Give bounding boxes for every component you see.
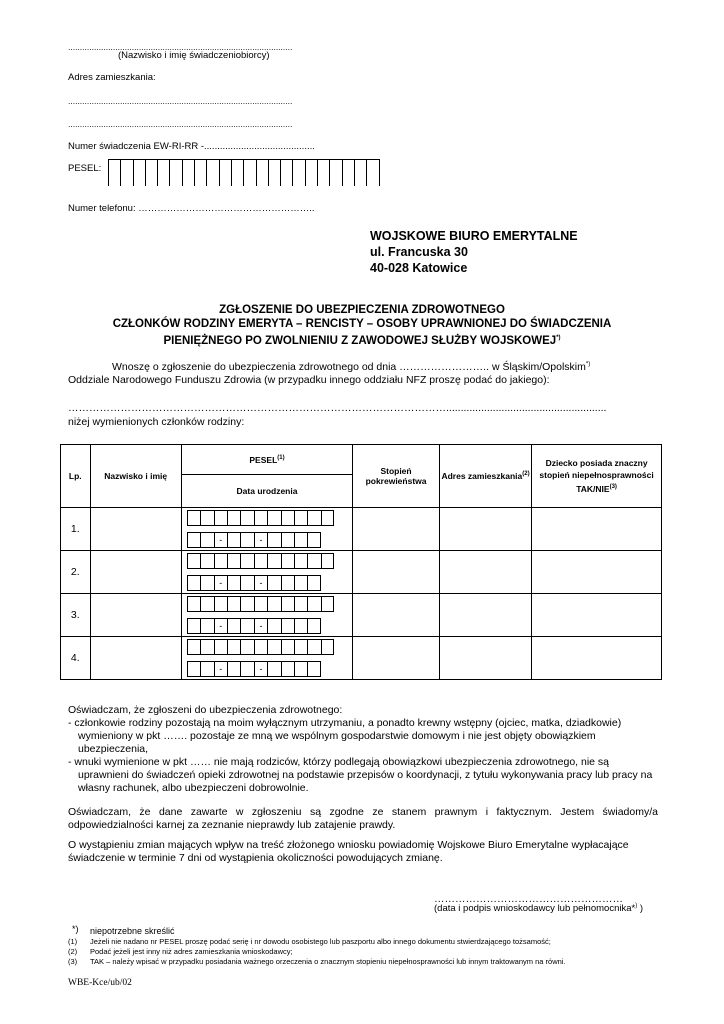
name-dots[interactable]: ...............................................................................................	[68, 42, 293, 52]
address-cell[interactable]	[439, 637, 531, 680]
disability-cell[interactable]	[532, 551, 662, 594]
pesel-dob-cell[interactable]	[181, 551, 352, 594]
form-title-line-2: CZŁONKÓW RODZINY EMERYTA – RENCISTY – OSOBY UPRAWNIONEJ DO ŚWIADCZENIA	[112, 318, 612, 330]
name-cell[interactable]	[90, 637, 181, 680]
col-header-disability: Dziecko posiada znaczny stopień niepełnosprawności TAK/NIE$^{(3)}$	[532, 445, 662, 508]
declaration-bullet-2: - wnuki wymienione w pkt …… nie mają rodziców, którzy podlegają obowiązkowi ubezpieczenia zdrowotnego, nie są uprawnieni do świadczeń opieki zdrowotnej na podstawie przepisów o koordynacji, z tytułu wykonywania pracy lub pracy na własny rachunek, albo ubezpieczeni dobrowolnie.	[68, 756, 653, 794]
address-cell[interactable]	[439, 508, 531, 551]
form-title-line-1: ZGŁOSZENIE DO UBEZPIECZENIA ZDROWOTNEGO	[219, 304, 505, 316]
name-cell[interactable]	[90, 508, 181, 551]
footnote-2-mark: (2)	[68, 947, 78, 956]
form-title-line-3: PIENIĘŻNEGO PO ZWOLNIENIU Z ZAWODOWEJ SŁUŻBY WOJSKOWEJ*)	[163, 334, 561, 347]
footnote-star: niepotrzebne skreślić	[90, 926, 175, 936]
col-header-lp: Lp.	[61, 445, 91, 508]
relation-cell[interactable]	[353, 637, 440, 680]
footnote-1-mark: (1)	[68, 937, 78, 946]
address-line-1[interactable]: ...............................................................................................	[68, 96, 293, 106]
address-line-2[interactable]: ...............................................................................................	[68, 119, 293, 129]
footnote-3-mark: (3)	[68, 957, 78, 966]
pesel-grid[interactable]	[187, 510, 352, 526]
pesel-grid[interactable]	[187, 639, 352, 655]
col-header-dob: Data urodzenia	[181, 475, 352, 508]
declaration-bullet-1: - członkowie rodziny pozostają na moim wyłącznym utrzymaniu, a ponadto krewny wstępny (ojciec, matka, dziadkowie) wymieniony w pkt ……. pozostaje ze mną we wspólnym gospodarstwie domowym i nie jest objęty obowiązkiem ubezpieczenia,	[68, 717, 622, 755]
pesel-dob-cell[interactable]	[181, 508, 352, 551]
disability-cell[interactable]	[532, 594, 662, 637]
dob-grid[interactable]: - -	[187, 661, 352, 677]
table-row	[61, 551, 662, 594]
col-header-relation: Stopień pokrewieństwa	[353, 445, 440, 508]
pesel-input-boxes[interactable]	[108, 159, 380, 186]
signature-line[interactable]: ………………………………………………	[434, 893, 623, 905]
address-label: Adres zamieszkania:	[68, 72, 156, 83]
table-row	[61, 637, 662, 680]
footnote-2: Podać jeżeli jest inny niż adres zamieszkania wnioskodawcy;	[90, 947, 293, 956]
relation-cell[interactable]	[353, 508, 440, 551]
nfz-branch-field[interactable]: ……………………………………………………………………………………………….......................................................	[68, 402, 607, 414]
name-cell[interactable]	[90, 551, 181, 594]
row-number: 3.	[61, 594, 91, 637]
disability-cell[interactable]	[532, 637, 662, 680]
declaration-changes: O wystąpieniu zmian mających wpływ na treść złożonego wniosku powiadomię Wojskowe Biuro Emerytalne wypłacające świadczenie w terminie 7 dni od wystąpienia okoliczności powodujących zmianę.	[68, 839, 629, 864]
declaration-intro: Oświadczam, że zgłoszeni do ubezpieczenia zdrowotnego:	[68, 704, 343, 716]
address-cell[interactable]	[439, 551, 531, 594]
pesel-grid[interactable]	[187, 596, 352, 612]
phone-field[interactable]: Numer telefonu: ………………………………………………..	[68, 203, 315, 214]
col-header-address: Adres zamieszkania$^{(2)}$	[439, 445, 531, 508]
form-code: WBE-Kce/ub/02	[68, 978, 132, 988]
dob-grid[interactable]: - -	[187, 532, 352, 548]
office-city: 40-028 Katowice	[370, 261, 468, 275]
name-label: (Nazwisko i imię świadczeniobiorcy)	[118, 50, 270, 61]
relation-cell[interactable]	[353, 594, 440, 637]
family-members-table	[60, 444, 662, 680]
address-cell[interactable]	[439, 594, 531, 637]
intro-line-4: niżej wymienionych członków rodziny:	[68, 416, 245, 428]
pesel-label: PESEL:	[68, 163, 102, 174]
footnote-3: TAK – należy wpisać w przypadku posiadania ważnego orzeczenia o znacznym stopieniu niepełnosprawności lub innym traktowanym na równi.	[90, 957, 566, 966]
intro-line-1: Wnoszę o zgłoszenie do ubezpieczenia zdrowotnego od dnia …………………….. w Śląskim/Opolskim*)	[112, 361, 591, 373]
pesel-dob-cell[interactable]	[181, 594, 352, 637]
dob-grid[interactable]: - -	[187, 575, 352, 591]
footnote-1: Jeżeli nie nadano nr PESEL proszę podać serię i nr dowodu osobistego lub paszportu albo innego dokumentu stwierdzającego tożsamość;	[90, 937, 551, 946]
table-row	[61, 508, 662, 551]
office-street: ul. Francuska 30	[370, 245, 468, 259]
dob-grid[interactable]: - -	[187, 618, 352, 634]
office-name: WOJSKOWE BIURO EMERYTALNE	[370, 229, 578, 243]
relation-cell[interactable]	[353, 551, 440, 594]
pesel-dob-cell[interactable]	[181, 637, 352, 680]
col-header-pesel: PESEL$^{(1)}$	[181, 445, 352, 475]
intro-line-2: Oddziale Narodowego Funduszu Zdrowia (w przypadku innego oddziału NFZ proszę podać do jakiego):	[68, 374, 550, 386]
declaration-truth: Oświadczam, że dane zawarte w zgłoszeniu są zgodne ze stanem prawnym i faktycznym. Jestem świadomy/a odpowiedzialności karnej za zeznanie nieprawdy lub zatajenie prawdy.	[68, 806, 658, 831]
col-header-name: Nazwisko i imię	[90, 445, 181, 508]
pesel-grid[interactable]	[187, 553, 352, 569]
row-number: 4.	[61, 637, 91, 680]
disability-cell[interactable]	[532, 508, 662, 551]
benefit-number-field[interactable]: Numer świadczenia EW-RI-RR -..........................................	[68, 141, 315, 152]
signature-label: (data i podpis wnioskodawcy lub pełnomocnika*) )	[434, 903, 644, 915]
table-row	[61, 594, 662, 637]
name-cell[interactable]	[90, 594, 181, 637]
row-number: 1.	[61, 508, 91, 551]
footnote-star-mark: *)	[72, 924, 79, 934]
row-number: 2.	[61, 551, 91, 594]
